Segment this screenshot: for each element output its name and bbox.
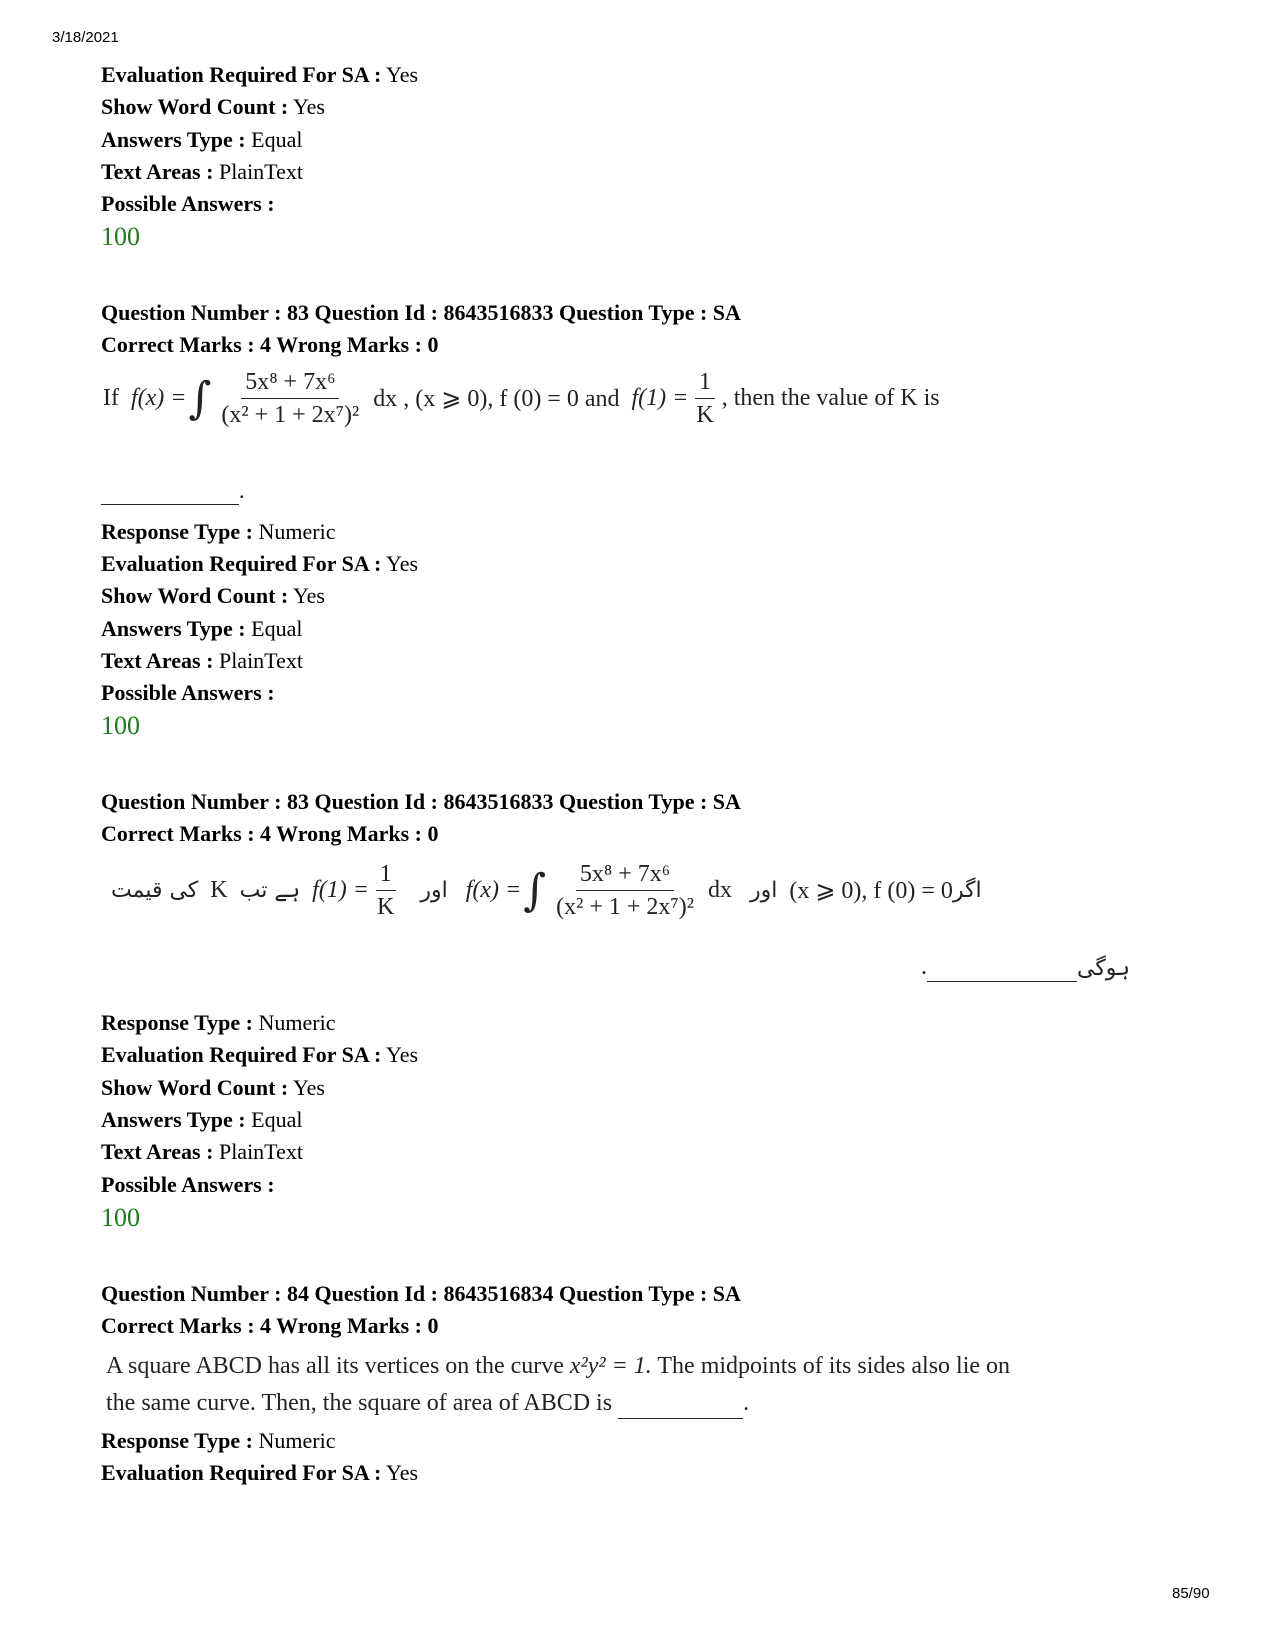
urdu-then: ہے تب bbox=[239, 878, 301, 903]
answers-type-row: Answers Type : Equal bbox=[101, 127, 303, 152]
print-date: 3/18/2021 bbox=[52, 29, 119, 46]
response-type-row: Response Type : Numeric bbox=[101, 1428, 336, 1453]
k-fraction bbox=[373, 860, 398, 921]
answers-type-row: Answers Type : Equal bbox=[101, 1107, 303, 1132]
page-number: 85/90 bbox=[1172, 1585, 1210, 1602]
k-fraction bbox=[692, 368, 717, 429]
integrand-fraction bbox=[552, 860, 698, 921]
response-type-row: Response Type : Numeric bbox=[101, 519, 336, 544]
possible-answer-value: 100 bbox=[101, 711, 140, 740]
integrand-fraction bbox=[217, 368, 363, 429]
question-tail: , then the value of K is bbox=[721, 385, 940, 411]
text-areas-row: Text Areas : PlainText bbox=[101, 159, 303, 184]
marks-line: Correct Marks : 4 Wrong Marks : 0 bbox=[101, 332, 439, 357]
integral-sign: ∫ bbox=[523, 864, 547, 916]
show-word-count-row: Show Word Count : Yes bbox=[101, 583, 325, 608]
marks-line: Correct Marks : 4 Wrong Marks : 0 bbox=[101, 1313, 439, 1338]
integrand-numerator: 5x⁸ + 7x⁶ bbox=[241, 368, 339, 399]
response-type-row: Response Type : Numeric bbox=[101, 1010, 336, 1035]
question-header: Question Number : 83 Question Id : 8643516833 Question Type : SA bbox=[101, 789, 741, 814]
function-fx: f(x) = bbox=[130, 385, 187, 411]
answer-blank: . bbox=[101, 478, 245, 505]
k-denominator: K bbox=[376, 894, 395, 920]
text-areas-row: Text Areas : PlainText bbox=[101, 648, 303, 673]
integrand-denominator: (x² + 1 + 2x⁷)² bbox=[221, 402, 360, 428]
urdu-will-be: ہوگی bbox=[1077, 955, 1131, 981]
k-numerator: 1 bbox=[376, 860, 396, 891]
k-numerator: 1 bbox=[695, 368, 715, 399]
if-word: If bbox=[103, 385, 119, 411]
evaluation-required-row: Evaluation Required For SA : Yes bbox=[101, 1460, 419, 1485]
curve-equation: x²y² = 1. bbox=[569, 1353, 652, 1379]
possible-answers-label: Possible Answers : bbox=[101, 1172, 275, 1197]
evaluation-required-row: Evaluation Required For SA : Yes bbox=[101, 551, 419, 576]
text-areas-row: Text Areas : PlainText bbox=[101, 1139, 303, 1164]
possible-answer-value: 100 bbox=[101, 222, 140, 251]
dx-symbol: dx bbox=[707, 877, 732, 903]
urdu-value-of: کی قیمت bbox=[111, 878, 199, 903]
function-f1: f(1) = bbox=[631, 385, 689, 411]
k-denominator: K bbox=[696, 402, 714, 428]
urdu-if: اگر bbox=[952, 878, 982, 903]
function-fx: f(x) = bbox=[465, 877, 522, 903]
integral-sign: ∫ bbox=[188, 372, 212, 424]
evaluation-required-row: Evaluation Required For SA : Yes bbox=[101, 62, 419, 87]
question-text-urdu bbox=[101, 856, 1211, 996]
question-header: Question Number : 84 Question Id : 8643516834 Question Type : SA bbox=[101, 1281, 741, 1306]
urdu-and: اور bbox=[420, 878, 448, 903]
show-word-count-row: Show Word Count : Yes bbox=[101, 94, 325, 119]
question-header: Question Number : 83 Question Id : 8643516833 Question Type : SA bbox=[101, 300, 741, 325]
integrand-denominator: (x² + 1 + 2x⁷)² bbox=[556, 894, 694, 920]
k-symbol: K bbox=[210, 877, 228, 903]
urdu-and: اور bbox=[749, 878, 778, 903]
possible-answer-value: 100 bbox=[101, 1203, 140, 1232]
answer-blank bbox=[618, 1388, 743, 1419]
question-text-line1: A square ABCD has all its vertices on the curve x²y² = 1. The midpoints of its sides also lie on bbox=[106, 1353, 1011, 1379]
question-text-line2: the same curve. Then, the square of area of ABCD is . bbox=[106, 1388, 749, 1419]
condition: (x ⩾ 0), f (0) = 0 bbox=[789, 878, 953, 904]
marks-line: Correct Marks : 4 Wrong Marks : 0 bbox=[101, 821, 439, 846]
answer-blank: . bbox=[921, 954, 1077, 982]
evaluation-required-row: Evaluation Required For SA : Yes bbox=[101, 1042, 419, 1067]
function-f1: f(1) = bbox=[312, 877, 369, 903]
answers-type-row: Answers Type : Equal bbox=[101, 616, 303, 641]
question-text-english bbox=[101, 366, 1211, 450]
integrand-numerator: 5x⁸ + 7x⁶ bbox=[576, 860, 674, 891]
possible-answers-label: Possible Answers : bbox=[101, 680, 275, 705]
dx-condition: dx , (x ⩾ 0), f (0) = 0 and bbox=[373, 386, 620, 412]
possible-answers-label: Possible Answers : bbox=[101, 191, 275, 216]
show-word-count-row: Show Word Count : Yes bbox=[101, 1075, 325, 1100]
